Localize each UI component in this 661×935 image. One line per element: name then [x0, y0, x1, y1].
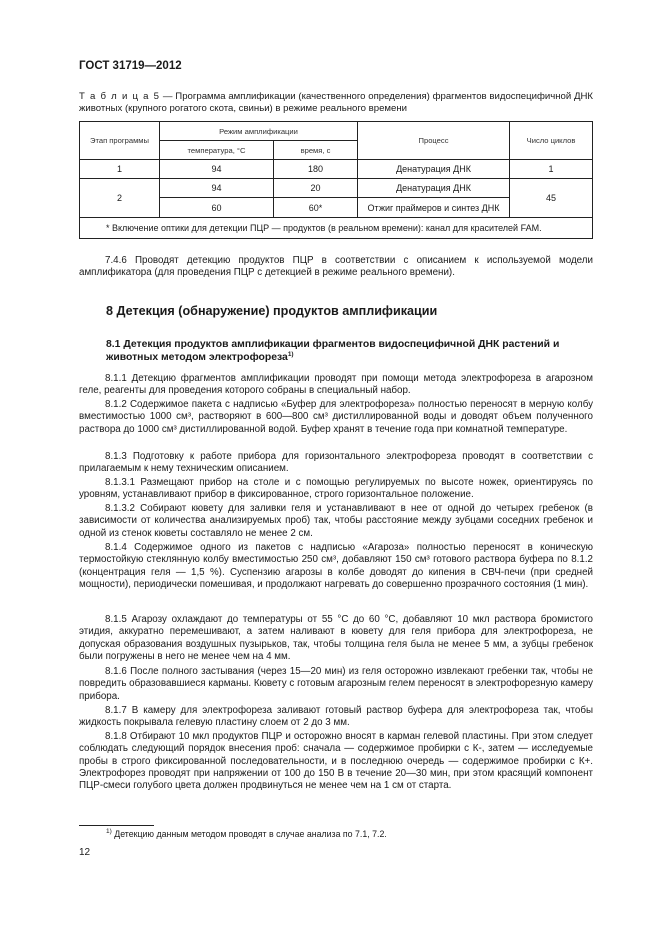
- header-cycles: Число циклов: [510, 122, 593, 160]
- section-8-title: 8 Детекция (обнаружение) продуктов амплификации: [106, 304, 438, 318]
- paragraph-8-1-2: 8.1.2 Содержимое пакета с надписью «Буфер для электрофореза» полностью переносят в мерную колбу вместимостью 1000 см³, растворяют в 600—800 см³ дистиллированной воды и доводят объем полученного раствора до 1000 см³ дистиллированной водой. Буфер хранят в течение года при комнатной температуре.: [79, 399, 593, 435]
- footnote-divider: [79, 825, 154, 826]
- footnote-ref: 1): [287, 351, 294, 358]
- paragraph-7-4-6: 7.4.6 Проводят детекцию продуктов ПЦР в соответствии с описанием к используемой модели амплификатора (для проведения ПЦР с детекцией в режиме реального времени).: [79, 255, 593, 279]
- cell-temperature: 60: [160, 198, 274, 218]
- cell-cycles: 1: [510, 160, 593, 179]
- cell-process: Денатурация ДНК: [358, 179, 510, 198]
- section-8-1-title: [106, 338, 586, 364]
- cell-stage: 2: [80, 179, 160, 218]
- footnote: [106, 829, 387, 839]
- paragraph-8-1-3-2: 8.1.3.2 Собирают кювету для заливки геля и устанавливают в нее от одной до четырех гребенок (в зависимости от количества анализируемых проб) так, чтобы расстояние между зубцами соседних гребенок и одной из стенок кюветы составляло не менее 2 см.: [79, 503, 593, 539]
- paragraph-8-1-4: 8.1.4 Содержимое одного из пакетов с надписью «Агароза» полностью переносят в коническую термостойкую стеклянную колбу вместимостью 250 см³, добавляют 150 см³ готового раствора буфера по 8.1.2 (концентрация геля — 1,5 %). Суспензию агарозы в колбе доводят до кипения в СВЧ-печи (при средней мощности), периодически помешивая, и продолжают нагревать до совершенно прозрачного состояния (1 мин).: [79, 542, 593, 590]
- document-header: ГОСТ 31719—2012: [79, 60, 182, 72]
- paragraph-8-1-6: 8.1.6 После полного застывания (через 15—20 мин) из геля осторожно извлекают гребенки так, чтобы не повредить образовавшиеся карманы. Кювету с готовым агарозным гелем переносят в электрофорезную камеру прибора.: [79, 666, 593, 702]
- cell-time: 60*: [274, 198, 358, 218]
- table-caption-text: — Программа амплификации (качественного определения) фрагментов видоспецифичной ДНК животных (крупного рогатого скота, свиньи) в режиме реального времени: [79, 91, 593, 114]
- paragraph-8-1-8: 8.1.8 Отбирают 10 мкл продуктов ПЦР и осторожно вносят в карман гелевой пластины. При этом следует соблюдать следующий порядок внесения проб: сначала — содержимое пробирки с К-, затем — исследуемые пробы в строго фиксированной последовательности, и в последнюю очередь — содержимое пробирки с К+. Электрофорез проводят при напряжении от 100 до 150 В в течение 20—30 мин, при этом красящий компонент ПЦР-смеси голубого цвета должен продвинуться не менее чем на 1 см от старта.: [79, 731, 593, 792]
- paragraph-8-1-3-1: 8.1.3.1 Размещают прибор на столе и с помощью регулируемых по высоте ножек, ориентируясь по уровням, устанавливают прибор в фиксированное, строго горизонтальное положение.: [79, 477, 593, 501]
- header-process: Процесс: [358, 122, 510, 160]
- header-temperature: температура, °С: [160, 141, 274, 160]
- cell-time: 180: [274, 160, 358, 179]
- cell-stage: 1: [80, 160, 160, 179]
- paragraph-8-1-5: 8.1.5 Агарозу охлаждают до температуры от 55 °С до 60 °С, добавляют 10 мкл раствора бромистого этидия, аккуратно перемешивают, а затем наливают в кювету для геля прибора для электрофореза, не допуская образования воздушных пузырьков, так, чтобы толщина геля была не менее 5 мм, а зубцы гребенок были погружены в него не менее чем на 4 мм.: [79, 614, 593, 662]
- table-row: [80, 160, 593, 179]
- page-number: 12: [79, 847, 91, 858]
- cell-process: Отжиг праймеров и синтез ДНК: [358, 198, 510, 218]
- cell-temperature: 94: [160, 179, 274, 198]
- header-stage: Этап программы: [80, 122, 160, 160]
- cell-process: Денатурация ДНК: [358, 160, 510, 179]
- cell-time: 20: [274, 179, 358, 198]
- amplification-table: [79, 121, 593, 239]
- header-mode: Режим амплификации: [160, 122, 358, 141]
- cell-temperature: 94: [160, 160, 274, 179]
- table-caption: [79, 91, 593, 115]
- cell-cycles: 45: [510, 179, 593, 218]
- footnote-mark: 1): [106, 828, 112, 835]
- paragraph-8-1-1: 8.1.1 Детекцию фрагментов амплификации проводят при помощи метода электрофореза в агарозном геле, реагенты для проведения которого собраны в специальный набор.: [79, 373, 593, 397]
- table-caption-label: Т а б л и ц а 5: [79, 91, 161, 102]
- paragraph-8-1-7: 8.1.7 В камеру для электрофореза заливают готовый раствор буфера для электрофореза так, чтобы жидкость покрывала гелевую пластину слоем от 2 до 3 мм.: [79, 705, 593, 729]
- paragraph-8-1-3: 8.1.3 Подготовку к работе прибора для горизонтального электрофореза проводят в соответствии с прилагаемым к нему техническим описанием.: [79, 451, 593, 475]
- section-8-1-title-text: 8.1 Детекция продуктов амплификации фрагментов видоспецифичной ДНК растений и животных методом электрофореза: [106, 339, 560, 363]
- table-row: [80, 179, 593, 198]
- table-note: * Включение оптики для детекции ПЦР — продуктов (в реальном времени): канал для красителей FAM.: [80, 218, 593, 239]
- header-time: время, с: [274, 141, 358, 160]
- footnote-text: Детекцию данным методом проводят в случае анализа по 7.1, 7.2.: [114, 829, 387, 839]
